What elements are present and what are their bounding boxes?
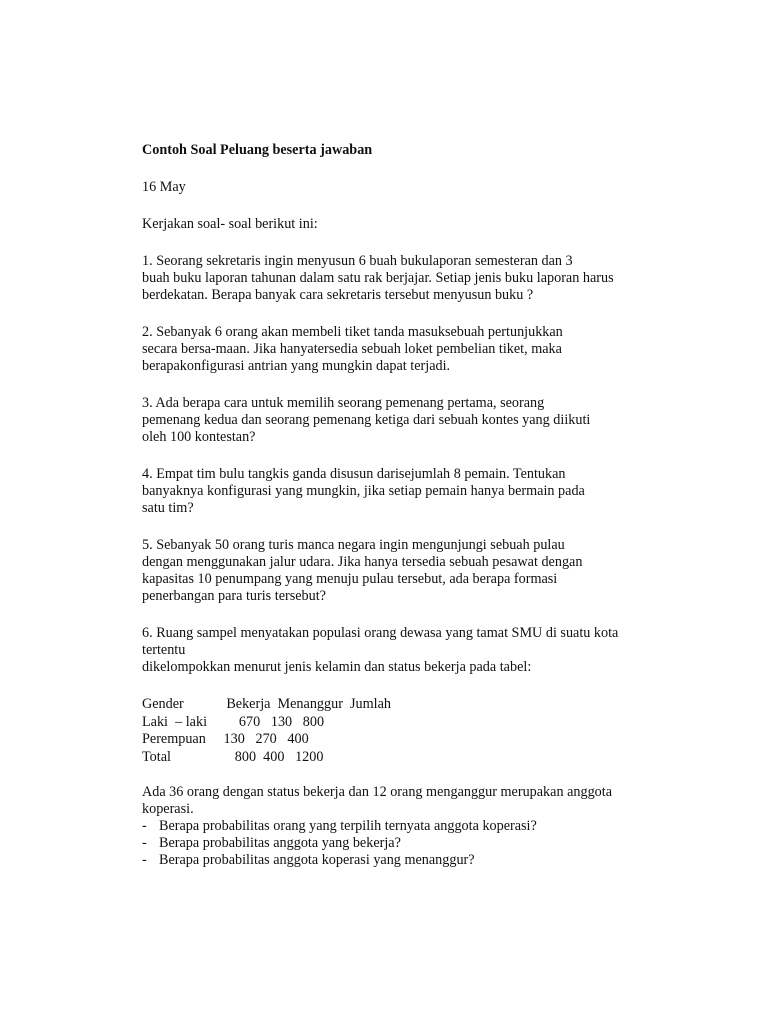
question-line: 6. Ruang sampel menyatakan populasi orang dewasa yang tamat SMU di suatu kota (142, 625, 619, 641)
question-line: pemenang kedua dan seorang pemenang ketiga dari sebuah kontes yang diikuti (142, 412, 591, 428)
question-1 (142, 253, 672, 304)
paragraph-line: koperasi. (142, 801, 194, 817)
list-item (142, 852, 672, 869)
question-line: tertentu (142, 642, 186, 658)
question-line: secara bersa-maan. Jika hanyatersedia sebuah loket pembelian tiket, maka (142, 341, 562, 357)
question-line: berapakonfigurasi antrian yang mungkin dapat terjadi. (142, 358, 451, 374)
question-line: 1. Seorang sekretaris ingin menyusun 6 buah bukulaporan semesteran dan 3 (142, 253, 573, 269)
bullet-dash: - (142, 852, 147, 868)
data-table (142, 696, 672, 766)
question-line: penerbangan para turis tersebut? (142, 588, 326, 604)
question-4 (142, 466, 672, 517)
closing-paragraph (142, 784, 672, 818)
list-item (142, 818, 672, 835)
question-line: oleh 100 kontestan? (142, 429, 256, 445)
table-total-row: Total 800 400 1200 (142, 748, 324, 765)
document-date: 16 May (142, 179, 186, 195)
document-page (142, 142, 672, 869)
question-3 (142, 395, 672, 446)
question-line: 2. Sebanyak 6 orang akan membeli tiket tanda masuksebuah pertunjukkan (142, 324, 563, 340)
bullet-dash: - (142, 818, 147, 834)
table-header-row: Gender Bekerja Menanggur Jumlah (142, 696, 392, 712)
question-line: buah buku laporan tahunan dalam satu rak berjajar. Setiap jenis buku laporan harus (142, 270, 614, 286)
instructions: Kerjakan soal- soal berikut ini: (142, 216, 318, 232)
table-row: Laki – laki 670 130 800 (142, 713, 325, 730)
document-title: Contoh Soal Peluang beserta jawaban (142, 142, 373, 158)
question-line: banyaknya konfigurasi yang mungkin, jika setiap pemain hanya bermain pada (142, 483, 585, 499)
list-item-text: Berapa probabilitas anggota yang bekerja? (159, 835, 401, 851)
question-line: satu tim? (142, 500, 194, 516)
question-line: 3. Ada berapa cara untuk memilih seorang pemenang pertama, seorang (142, 395, 545, 411)
question-2 (142, 324, 672, 375)
question-line: 4. Empat tim bulu tangkis ganda disusun darisejumlah 8 pemain. Tentukan (142, 466, 566, 482)
list-item-text: Berapa probabilitas anggota koperasi yang menanggur? (159, 852, 475, 868)
sub-question-list (142, 818, 672, 869)
list-item (142, 835, 672, 852)
bullet-dash: - (142, 835, 147, 851)
question-5 (142, 537, 672, 605)
list-item-text: Berapa probabilitas orang yang terpilih ternyata anggota koperasi? (159, 818, 537, 834)
paragraph-line: Ada 36 orang dengan status bekerja dan 12 orang menganggur merupakan anggota (142, 784, 613, 800)
question-line: kapasitas 10 penumpang yang menuju pulau tersebut, ada berapa formasi (142, 571, 558, 587)
table-row: Perempuan 130 270 400 (142, 731, 309, 747)
question-line: 5. Sebanyak 50 orang turis manca negara ingin mengunjungi sebuah pulau (142, 537, 565, 553)
question-6 (142, 625, 672, 676)
question-line: berdekatan. Berapa banyak cara sekretaris tersebut menyusun buku ? (142, 287, 534, 303)
question-line: dikelompokkan menurut jenis kelamin dan status bekerja pada tabel: (142, 659, 532, 675)
question-line: dengan menggunakan jalur udara. Jika hanya tersedia sebuah pesawat dengan (142, 554, 583, 570)
